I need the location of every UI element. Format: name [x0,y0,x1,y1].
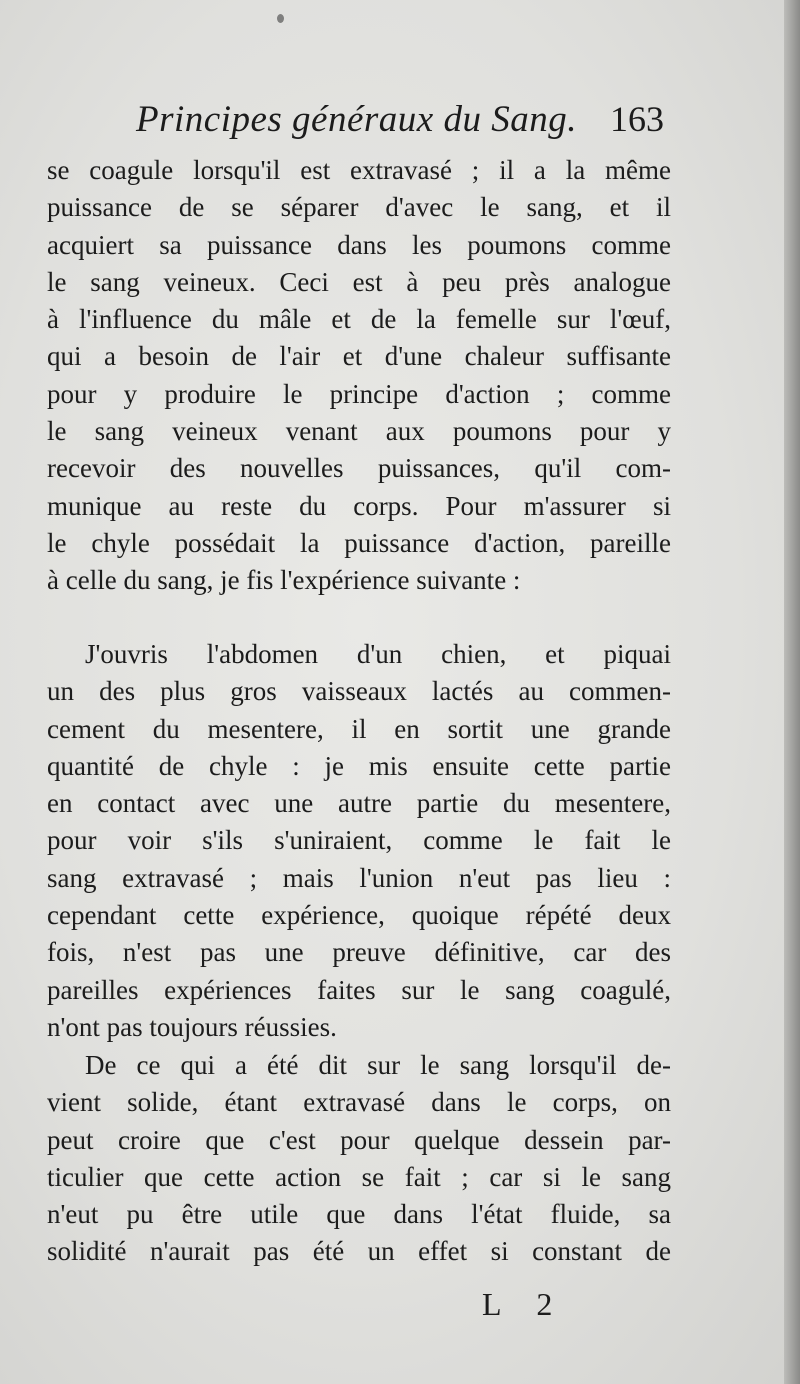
text-line: ticulier que cette action se fait ; car si le sang [47,1161,671,1192]
text-line: De ce qui a été dit sur le sang lorsqu'il de- [85,1050,671,1080]
page-number: 163 [610,99,664,139]
text-line: le sang veineux. Ceci est à peu près analogue [47,266,671,297]
text-line: pour y produire le principe d'action ; comme [47,378,671,409]
text-line: à celle du sang, je fis l'expérience suivante : [47,565,521,596]
text-line: J'ouvris l'abdomen d'un chien, et piquai [85,639,671,669]
text-line: le chyle possédait la puissance d'action, pareille [47,527,671,558]
text-line: à l'influence du mâle et de la femelle sur l'œuf, [47,304,671,335]
text-line: peut croire que c'est pour quelque dessein par- [47,1124,671,1155]
text-line: fois, n'est pas une preuve définitive, car des [47,937,671,968]
text-line: munique au reste du corps. Pour m'assurer si [47,490,671,521]
text-line: solidité n'aurait pas été un effet si constant de [47,1236,671,1267]
page-header [136,98,664,146]
text-line: qui a besoin de l'air et d'une chaleur suffisante [47,341,671,372]
text-line: un des plus gros vaisseaux lactés au commen- [47,676,671,707]
ink-speck [277,14,284,23]
text-line: puissance de se séparer d'avec le sang, et il [47,192,671,223]
text-line: n'ont pas toujours réussies. [47,1011,337,1042]
text-line: en contact avec une autre partie du mesentere, [47,788,671,819]
text-line: sang extravasé ; mais l'union n'eut pas lieu : [47,862,671,893]
text-line: cement du mesentere, il en sortit une grande [47,713,671,744]
text-line: quantité de chyle : je mis ensuite cette partie [47,750,671,781]
text-line: le sang veineux venant aux poumons pour y [47,416,671,447]
signature-mark: L 2 [482,1286,567,1322]
paragraph-3 [47,1047,671,1271]
text-line: pour voir s'ils s'uniraient, comme le fait le [47,825,671,856]
text-line: cependant cette expérience, quoique répété deux [47,900,671,931]
text-line: se coagule lorsqu'il est extravasé ; il a la même [47,155,671,185]
text-line: n'eut pu être utile que dans l'état fluide, sa [47,1199,671,1230]
text-line: pareilles expériences faites sur le sang coagulé, [47,974,671,1005]
paragraph-2 [47,636,671,1046]
running-title: Principes généraux du Sang. [136,99,577,140]
text-line: acquiert sa puissance dans les poumons comme [47,229,671,260]
page-edge [784,0,800,1384]
text-line: recevoir des nouvelles puissances, qu'il com- [47,453,671,484]
paragraph-1 [47,152,671,600]
text-line: vient solide, étant extravasé dans le corps, on [47,1087,671,1118]
